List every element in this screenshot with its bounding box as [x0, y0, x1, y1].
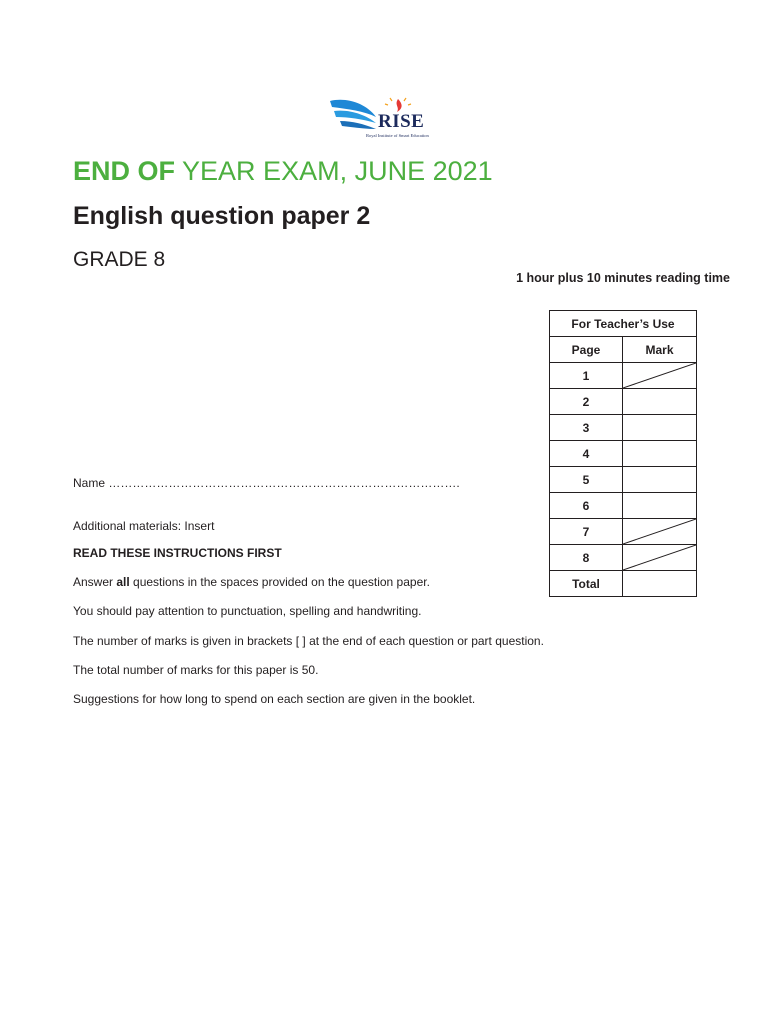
- instruction-line: The total number of marks for this paper is 50.: [73, 663, 319, 677]
- mark-cell[interactable]: [623, 467, 697, 493]
- total-mark-cell[interactable]: [623, 571, 697, 597]
- instruction-text: Answer: [73, 575, 117, 589]
- table-column-headers: [550, 337, 697, 363]
- page-number-cell: 5: [550, 467, 623, 493]
- instruction-line: Suggestions for how long to spend on each section are given in the booklet.: [73, 692, 476, 706]
- mark-cell-crossed: [623, 545, 697, 571]
- rise-logo: [326, 95, 440, 143]
- column-header-page: Page: [550, 337, 623, 363]
- table-row: [550, 415, 697, 441]
- table-row: [550, 545, 697, 571]
- table-row: [550, 363, 697, 389]
- instructions-heading: READ THESE INSTRUCTIONS FIRST: [73, 546, 282, 560]
- page-number-cell: 1: [550, 363, 623, 389]
- materials-text: Additional materials: Insert: [73, 519, 215, 533]
- page-number-cell: 6: [550, 493, 623, 519]
- instruction-emphasis: all: [116, 575, 130, 589]
- instruction-text: questions in the spaces provided on the question paper.: [129, 575, 430, 589]
- paper-subtitle: English question paper 2: [73, 202, 371, 230]
- page-number-cell: 4: [550, 441, 623, 467]
- table-total-row: [550, 571, 697, 597]
- table-title: For Teacher’s Use: [550, 311, 697, 337]
- exam-title-bold: END OF: [73, 156, 176, 186]
- page-number-cell: 8: [550, 545, 623, 571]
- mark-cell[interactable]: [623, 441, 697, 467]
- name-field[interactable]: Name …………………………………………………………………………….: [73, 476, 460, 490]
- table-row: [550, 493, 697, 519]
- exam-title-rest: YEAR EXAM, JUNE 2021: [182, 156, 493, 186]
- logo-wordmark: RISE: [378, 111, 425, 132]
- instruction-line: You should pay attention to punctuation, spelling and handwriting.: [73, 604, 422, 618]
- diagonal-strike-icon: [623, 363, 696, 388]
- table-row: [550, 467, 697, 493]
- mark-cell[interactable]: [623, 493, 697, 519]
- total-label: Total: [550, 571, 623, 597]
- logo-tagline: Royal Institute of Smart Education: [366, 133, 429, 138]
- table-row: [550, 519, 697, 545]
- instruction-line: The number of marks is given in brackets [ ] at the end of each question or part question.: [73, 634, 544, 648]
- grade-label: GRADE 8: [73, 248, 166, 271]
- table-row: [550, 389, 697, 415]
- page-number-cell: 3: [550, 415, 623, 441]
- mark-cell-crossed: [623, 519, 697, 545]
- teacher-marks-table: [549, 310, 697, 597]
- duration-label: 1 hour plus 10 minutes reading time: [516, 271, 730, 285]
- table-row: [550, 441, 697, 467]
- exam-title: [73, 156, 493, 187]
- diagonal-strike-icon: [623, 519, 696, 544]
- mark-cell[interactable]: [623, 389, 697, 415]
- page-number-cell: 2: [550, 389, 623, 415]
- mark-cell-crossed: [623, 363, 697, 389]
- instruction-line: [73, 575, 430, 589]
- table-header-row: [550, 311, 697, 337]
- column-header-mark: Mark: [623, 337, 697, 363]
- diagonal-strike-icon: [623, 545, 696, 570]
- mark-cell[interactable]: [623, 415, 697, 441]
- page-number-cell: 7: [550, 519, 623, 545]
